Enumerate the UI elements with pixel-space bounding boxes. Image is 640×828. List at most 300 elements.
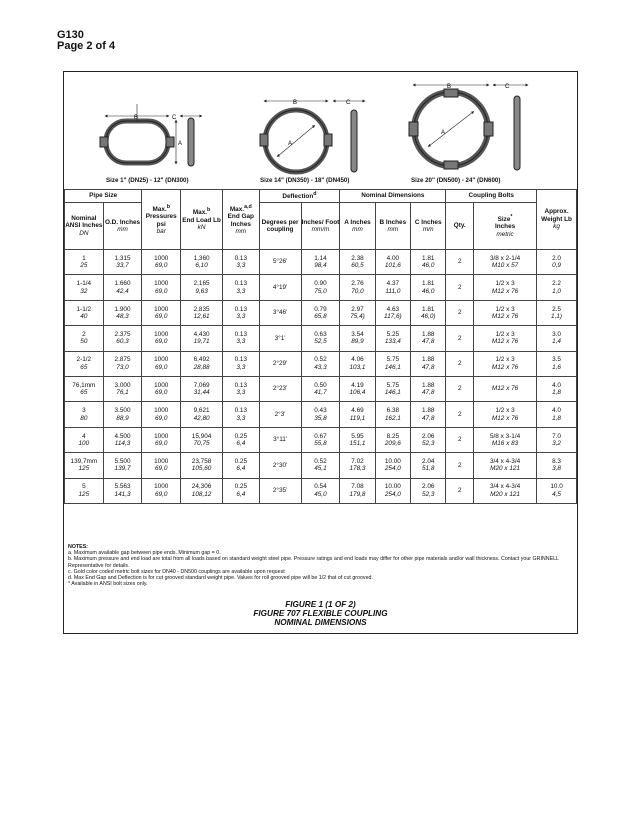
dim-b-cell-value: 4.00	[386, 254, 400, 262]
inches-foot-cell-metric: 98,4	[314, 262, 327, 270]
od-cell-value: 1.315	[114, 254, 131, 262]
dim-b-cell-metric: 162,1	[384, 414, 401, 422]
nominal-cell-value: 139,7mm	[70, 457, 98, 465]
nominal-cell	[65, 250, 104, 275]
pressure-cell-metric: 69,0	[154, 389, 168, 397]
dim-a-cell-value: 4.06	[351, 356, 364, 364]
bolt-size-inches: Inches	[494, 223, 516, 231]
od-cell	[103, 300, 142, 325]
max-pressure-header	[142, 190, 181, 250]
inches-foot-label: Inches/ Foot	[301, 218, 340, 226]
pressure-cell-metric: 69,0	[154, 287, 168, 295]
table-row	[65, 478, 577, 503]
pressure-cell-metric: 69,0	[154, 262, 168, 270]
dim-a-cell	[340, 376, 375, 401]
degrees-cell-value: 2°3'	[274, 410, 286, 418]
dim-a-cell	[340, 351, 375, 376]
dim-b-cell-metric: 146,1	[384, 363, 401, 371]
bolt-size-cell-metric: M12 x 76	[491, 287, 519, 295]
deflection-group-label: Deflection	[282, 193, 314, 201]
deflection-group-header	[259, 190, 340, 203]
weight-cell-value: 4.0	[552, 407, 561, 415]
od-cell-metric: 76,1	[116, 389, 129, 397]
table-group-header-row	[65, 190, 577, 203]
qty-cell-value: 2	[457, 360, 462, 368]
bolt-size-header	[474, 203, 537, 250]
medium-dim-c-label: C	[346, 100, 351, 106]
dim-c-cell-metric: 46,0	[422, 262, 435, 270]
max-pressure-header-label: Max.	[152, 205, 167, 213]
dim-a-cell	[340, 453, 375, 478]
gap-cell	[223, 453, 259, 478]
small-coupling-drawing	[100, 104, 201, 166]
degrees-header: Degrees per coupling	[259, 203, 301, 250]
inches-foot-cell	[301, 376, 340, 401]
weight-cell-metric: 1,4	[552, 338, 561, 346]
bolt-size-cell	[474, 351, 537, 376]
dim-c-header	[411, 203, 446, 250]
dim-c-cell	[411, 427, 446, 452]
dim-a-cell-metric: 89,9	[351, 338, 364, 346]
weight-cell-metric: 3,8	[552, 465, 561, 473]
weight-cell-value: 7.0	[552, 432, 561, 440]
inches-foot-cell-metric: 43,3	[314, 363, 327, 371]
pressure-cell-metric: 69,0	[154, 414, 168, 422]
endload-cell-value: 15,904	[191, 432, 212, 440]
table-row	[65, 427, 577, 452]
gap-cell	[223, 351, 259, 376]
dim-a-cell-value: 2.76	[351, 280, 364, 288]
inches-foot-cell-metric: 55,8	[314, 439, 327, 447]
table-row	[65, 376, 577, 401]
od-cell	[103, 250, 142, 275]
pressure-cell-value: 1000	[154, 330, 169, 338]
inches-foot-cell	[301, 351, 340, 376]
max-gap-header	[223, 190, 259, 250]
endload-cell	[181, 402, 223, 427]
figure-panel	[63, 71, 578, 634]
pressure-cell-value: 1000	[154, 381, 169, 389]
degrees-cell	[259, 275, 301, 300]
endload-cell	[181, 453, 223, 478]
bolt-size-cell-metric: M20 x 121	[490, 490, 520, 498]
qty-cell-value: 2	[457, 309, 462, 317]
gap-cell-metric: 6,4	[236, 465, 246, 473]
pressure-cell	[142, 427, 181, 452]
dim-a-cell-value: 3.54	[351, 330, 364, 338]
qty-cell	[446, 275, 474, 300]
bolt-size-cell	[474, 453, 537, 478]
dim-c-cell-value: 2.04	[422, 457, 435, 465]
degrees-cell-value: 3°11'	[273, 436, 288, 444]
od-cell-value: 5.563	[114, 483, 131, 491]
gap-cell-metric: 3,3	[236, 338, 246, 346]
max-gap-subheader: End Gap Inches	[227, 213, 254, 228]
bolt-size-label: Size	[497, 215, 511, 223]
inches-foot-cell	[301, 427, 340, 452]
degrees-cell	[259, 478, 301, 503]
pressure-cell-value: 1000	[154, 305, 169, 313]
endload-cell-metric: 31,44	[193, 389, 210, 397]
coupling-drawings	[64, 72, 577, 190]
nominal-cell	[65, 300, 104, 325]
od-cell	[103, 275, 142, 300]
weight-cell	[537, 326, 577, 351]
note-item: b. Maximum pressure and end load are total from all loads based on standard weight steel pipe. Pressure ratings and end loads may differ for other pipe materials and/or wall thickness. Contact your GRINNELL Representative for details.	[68, 556, 559, 569]
dim-c-cell-metric: 47,8	[422, 363, 435, 371]
bolt-size-cell	[474, 300, 537, 325]
od-cell-metric: 33,7	[116, 262, 129, 270]
figure-title	[64, 600, 577, 627]
endload-cell-value: 4,430	[193, 330, 210, 338]
dim-a-cell-metric: 119,1	[349, 414, 366, 422]
weight-cell-metric: 1,6	[552, 363, 561, 371]
max-endload-header-label: Max.	[192, 209, 208, 217]
inches-foot-cell-value: 0.67	[314, 432, 327, 440]
bolt-size-cell-metric: M12 x 76	[491, 385, 519, 393]
gap-cell	[223, 326, 259, 351]
inches-foot-cell-value: 0.90	[314, 280, 327, 288]
dim-b-cell	[375, 402, 410, 427]
nominal-cell-metric: 80	[80, 414, 88, 422]
document-header	[57, 30, 115, 52]
dim-a-cell-value: 4.69	[351, 407, 364, 415]
dim-c-cell-metric: 47,8	[422, 338, 435, 346]
degrees-cell	[259, 300, 301, 325]
gap-cell-metric: 3,3	[236, 389, 246, 397]
pressure-cell-value: 1000	[154, 457, 169, 465]
bolt-size-cell-metric: M20 x 121	[490, 465, 520, 473]
dim-b-cell	[375, 478, 410, 503]
nominal-cell	[65, 275, 104, 300]
coupling-drawings-svg	[64, 72, 577, 190]
pressure-cell	[142, 351, 181, 376]
gap-cell-metric: 6,4	[236, 490, 246, 498]
degrees-cell	[259, 427, 301, 452]
nominal-cell-value: 4	[82, 432, 86, 440]
nominal-cell	[65, 453, 104, 478]
inches-foot-cell-metric: 52,5	[314, 338, 327, 346]
weight-cell	[537, 250, 577, 275]
dim-c-unit: mm	[422, 226, 434, 233]
od-cell-value: 4.500	[114, 432, 131, 440]
od-cell-metric: 114,3	[114, 439, 131, 447]
weight-header	[537, 190, 577, 250]
nominal-cell-value: 1-1/4	[76, 280, 92, 288]
od-cell-metric: 139,7	[114, 465, 131, 473]
endload-cell	[181, 351, 223, 376]
dim-b-cell	[375, 351, 410, 376]
dim-a-cell	[340, 402, 375, 427]
dim-c-cell-value: 2.06	[422, 432, 435, 440]
weight-cell-metric: 1,8	[552, 389, 561, 397]
endload-cell-value: 7,069	[193, 381, 210, 389]
weight-cell	[537, 351, 577, 376]
endload-cell-value: 2,165	[193, 280, 210, 288]
small-drawing-caption: Size 1" (DN25) - 12" (DN300)	[106, 177, 189, 184]
weight-header-label: Approx. Weight Lb	[541, 208, 572, 223]
dim-a-unit: mm	[352, 226, 363, 233]
bolt-size-cell-metric: M12 x 76	[491, 312, 519, 320]
endload-cell-metric: 42,80	[193, 414, 210, 422]
dim-a-cell	[340, 427, 375, 452]
pipe-size-group-header: Pipe Size	[65, 190, 142, 203]
nominal-cell-metric: 40	[80, 312, 88, 320]
endload-cell	[181, 478, 223, 503]
bolt-size-cell-metric: M12 x 76	[491, 338, 519, 346]
od-cell-value: 2.375	[114, 330, 131, 338]
inches-foot-cell-metric: 45,0	[314, 490, 327, 498]
endload-cell	[181, 376, 223, 401]
od-cell-metric: 60,3	[116, 338, 129, 346]
dim-c-cell-metric: 51,8	[422, 465, 435, 473]
inches-foot-unit: mm/m	[311, 226, 330, 233]
nominal-size-unit: DN	[79, 229, 89, 237]
qty-cell-value: 2	[457, 283, 462, 291]
nominal-cell-value: 1-1/2	[76, 305, 92, 313]
dim-c-cell-value: 1.81	[422, 305, 435, 313]
dim-c-cell-value: 1.88	[422, 407, 435, 415]
dim-c-cell	[411, 250, 446, 275]
table-row	[65, 300, 577, 325]
qty-cell	[446, 250, 474, 275]
small-dim-c-label: C	[172, 115, 177, 121]
qty-cell-value: 2	[457, 258, 462, 266]
dim-b-cell-value: 8.25	[386, 432, 400, 440]
gap-cell-metric: 3,3	[236, 312, 246, 320]
dim-b-cell	[375, 250, 410, 275]
endload-cell-metric: 70,75	[193, 439, 210, 447]
dim-b-cell-value: 6.38	[386, 407, 400, 415]
pressure-cell-metric: 69,0	[154, 338, 168, 346]
bolt-size-cell	[474, 427, 537, 452]
degrees-cell-value: 2°23'	[272, 385, 288, 393]
dim-b-cell	[375, 326, 410, 351]
weight-cell	[537, 478, 577, 503]
dim-b-cell	[375, 427, 410, 452]
dim-b-cell-metric: 209,6	[384, 439, 401, 447]
gap-cell-value: 0.25	[234, 432, 248, 440]
table-subheader-row	[65, 203, 577, 250]
gap-cell-value: 0.13	[234, 280, 248, 288]
inches-foot-cell-metric: 75,0	[314, 287, 327, 295]
nominal-cell	[65, 402, 104, 427]
gap-cell-value: 0.13	[234, 356, 248, 364]
bolt-size-cell-value: 5/8 x 3-1/4	[489, 432, 521, 440]
dim-c-cell-metric: 46,0)	[420, 312, 436, 320]
od-cell	[103, 351, 142, 376]
dim-a-cell-metric: 60,5	[351, 262, 364, 270]
pressure-cell	[142, 453, 181, 478]
notes-section	[64, 540, 577, 587]
gap-cell-value: 0.13	[234, 407, 248, 415]
max-pressure-unit: bar	[156, 227, 166, 235]
table-row	[65, 250, 577, 275]
nominal-size-label: Nominal ANSI Inches	[65, 214, 103, 230]
nominal-cell	[65, 427, 104, 452]
degrees-cell-value: 4°19'	[272, 283, 288, 291]
dim-c-cell	[411, 300, 446, 325]
nominal-cell-metric: 50	[80, 338, 88, 346]
pressure-cell	[142, 478, 181, 503]
inches-foot-header	[301, 203, 340, 250]
dim-a-cell-value: 2.38	[351, 254, 364, 262]
dim-c-cell	[411, 326, 446, 351]
inches-foot-cell-metric: 41,7	[314, 389, 327, 397]
pressure-cell	[142, 326, 181, 351]
dim-a-cell-metric: 106,4	[349, 389, 366, 397]
weight-cell-value: 10.0	[550, 483, 563, 491]
degrees-cell-value: 2°35'	[272, 487, 288, 494]
dim-b-cell-value: 4.63	[386, 305, 400, 313]
od-cell-value: 2.875	[114, 356, 131, 364]
pressure-cell-metric: 69,0	[154, 439, 168, 447]
pressure-cell	[142, 300, 181, 325]
endload-cell-value: 6,492	[193, 356, 210, 364]
endload-cell	[181, 300, 223, 325]
gap-cell-metric: 3,3	[236, 287, 246, 295]
bolt-size-cell-value: 1/2 x 3	[495, 407, 515, 415]
large-coupling-drawing	[409, 85, 527, 170]
note-item: a. Maximum available gap between pipe ends. Minimum gap = 0.	[68, 550, 221, 557]
endload-cell-metric: 105,60	[191, 465, 212, 473]
dim-a-header	[340, 203, 375, 250]
document-id: G130	[57, 29, 84, 41]
qty-cell	[446, 453, 474, 478]
dim-a-label: A Inches	[344, 218, 371, 226]
od-cell-value: 3.500	[114, 407, 131, 415]
gap-cell-metric: 6,4	[236, 439, 246, 447]
qty-cell-value: 2	[457, 487, 462, 494]
endload-cell-metric: 19,71	[193, 338, 210, 346]
gap-cell-value: 0.25	[234, 457, 248, 465]
inches-foot-cell	[301, 250, 340, 275]
table-row	[65, 275, 577, 300]
pressure-cell-value: 1000	[154, 280, 169, 288]
nominal-cell-value: 1	[82, 254, 86, 262]
nominal-cell-metric: 65	[80, 363, 88, 371]
dim-c-cell-metric: 47,8	[422, 414, 435, 422]
dim-b-cell-metric: 117,6)	[384, 312, 402, 320]
nominal-cell-value: 2	[82, 330, 86, 338]
inches-foot-cell	[301, 300, 340, 325]
dim-b-cell	[375, 300, 410, 325]
inches-foot-cell-metric: 45,1	[314, 465, 327, 473]
dim-c-cell-value: 1.81	[422, 254, 435, 262]
nominal-cell-value: 3	[82, 407, 86, 415]
bolt-size-cell-value: 3/4 x 4-3/4	[489, 457, 521, 465]
dim-a-cell-value: 7.08	[351, 483, 364, 491]
dim-a-cell-value: 2.97	[351, 305, 364, 313]
dim-c-cell	[411, 478, 446, 503]
od-cell	[103, 376, 142, 401]
dim-b-cell-metric: 133,4	[384, 338, 401, 346]
inches-foot-cell	[301, 275, 340, 300]
dim-b-cell-metric: 254,0	[384, 490, 401, 498]
endload-cell-value: 24,306	[191, 483, 212, 491]
degrees-cell	[259, 351, 301, 376]
dim-c-label: C Inches	[414, 218, 442, 226]
dim-b-cell-value: 5.75	[386, 356, 400, 364]
weight-cell	[537, 453, 577, 478]
pressure-cell	[142, 376, 181, 401]
endload-cell	[181, 427, 223, 452]
endload-cell-metric: 28,88	[193, 363, 210, 371]
medium-coupling-drawing	[260, 101, 364, 172]
degrees-cell	[259, 250, 301, 275]
nominal-cell-value: 5	[82, 483, 86, 491]
dim-b-cell-value: 5.75	[386, 381, 400, 389]
pressure-cell-value: 1000	[154, 407, 169, 415]
max-endload-subheader: End Load Lb	[182, 216, 221, 224]
dim-c-cell	[411, 275, 446, 300]
inches-foot-cell	[301, 453, 340, 478]
large-dim-b-label: B	[447, 84, 452, 90]
nominal-cell-value: 76,1mm	[72, 381, 96, 389]
pressure-cell-value: 1000	[154, 432, 169, 440]
gap-cell-metric: 3,3	[236, 414, 246, 422]
pressure-cell-metric: 69,0	[154, 312, 168, 320]
qty-cell	[446, 402, 474, 427]
weight-cell	[537, 427, 577, 452]
weight-cell-value: 4.0	[552, 381, 561, 389]
od-header	[103, 203, 142, 250]
nominal-cell-metric: 100	[78, 439, 90, 447]
weight-cell-metric: 1,1)	[551, 312, 563, 320]
gap-cell	[223, 300, 259, 325]
pressure-cell	[142, 275, 181, 300]
notes-title: NOTES:	[68, 544, 89, 550]
gap-cell-value: 0.13	[234, 330, 248, 338]
dimensions-table	[64, 189, 577, 504]
figure-title-line-3: NOMINAL DIMENSIONS	[274, 618, 367, 627]
dim-a-cell	[340, 250, 375, 275]
max-pressure-subheader: Pressures psi	[145, 213, 177, 228]
table-body	[65, 250, 577, 504]
inches-foot-cell-value: 1.14	[314, 254, 327, 262]
od-cell-value: 1.900	[114, 305, 131, 313]
inches-foot-cell-value: 0.50	[314, 381, 327, 389]
weight-cell	[537, 275, 577, 300]
bolt-size-cell-metric: M12 x 76	[491, 363, 519, 371]
qty-cell	[446, 478, 474, 503]
gap-cell-metric: 3,3	[236, 262, 246, 270]
od-cell	[103, 478, 142, 503]
dim-b-cell	[375, 376, 410, 401]
medium-dim-b-label: B	[293, 100, 298, 106]
bolt-size-cell-value: 1/2 x 3	[495, 280, 515, 288]
inches-foot-cell	[301, 478, 340, 503]
max-pressure-header-sup: b	[166, 203, 170, 210]
degrees-cell	[259, 453, 301, 478]
dim-b-cell-metric: 254,0	[384, 465, 401, 473]
od-cell-value: 3.000	[114, 381, 131, 389]
weight-cell	[537, 402, 577, 427]
pressure-cell-metric: 69,0	[154, 465, 168, 473]
degrees-cell	[259, 376, 301, 401]
note-item: d. Max End Gap and Deflection is for cut grooved standard weight pipe. Values for roll grooved pipe will be 1/2 that of cut grooved.	[68, 575, 373, 582]
endload-cell-metric: 12,61	[193, 312, 210, 320]
dim-a-cell-metric: 179,8	[349, 490, 366, 498]
bolt-size-cell-value: 1/2 x 3	[495, 356, 515, 364]
inches-foot-cell-metric: 65,8	[314, 312, 327, 320]
note-item: * Available in ANSI bolt sizes only.	[68, 581, 148, 588]
dim-b-cell	[375, 453, 410, 478]
dim-c-cell	[411, 376, 446, 401]
qty-cell	[446, 376, 474, 401]
bolt-size-unit: metric	[496, 230, 514, 238]
max-endload-header-sup: b	[207, 207, 211, 214]
